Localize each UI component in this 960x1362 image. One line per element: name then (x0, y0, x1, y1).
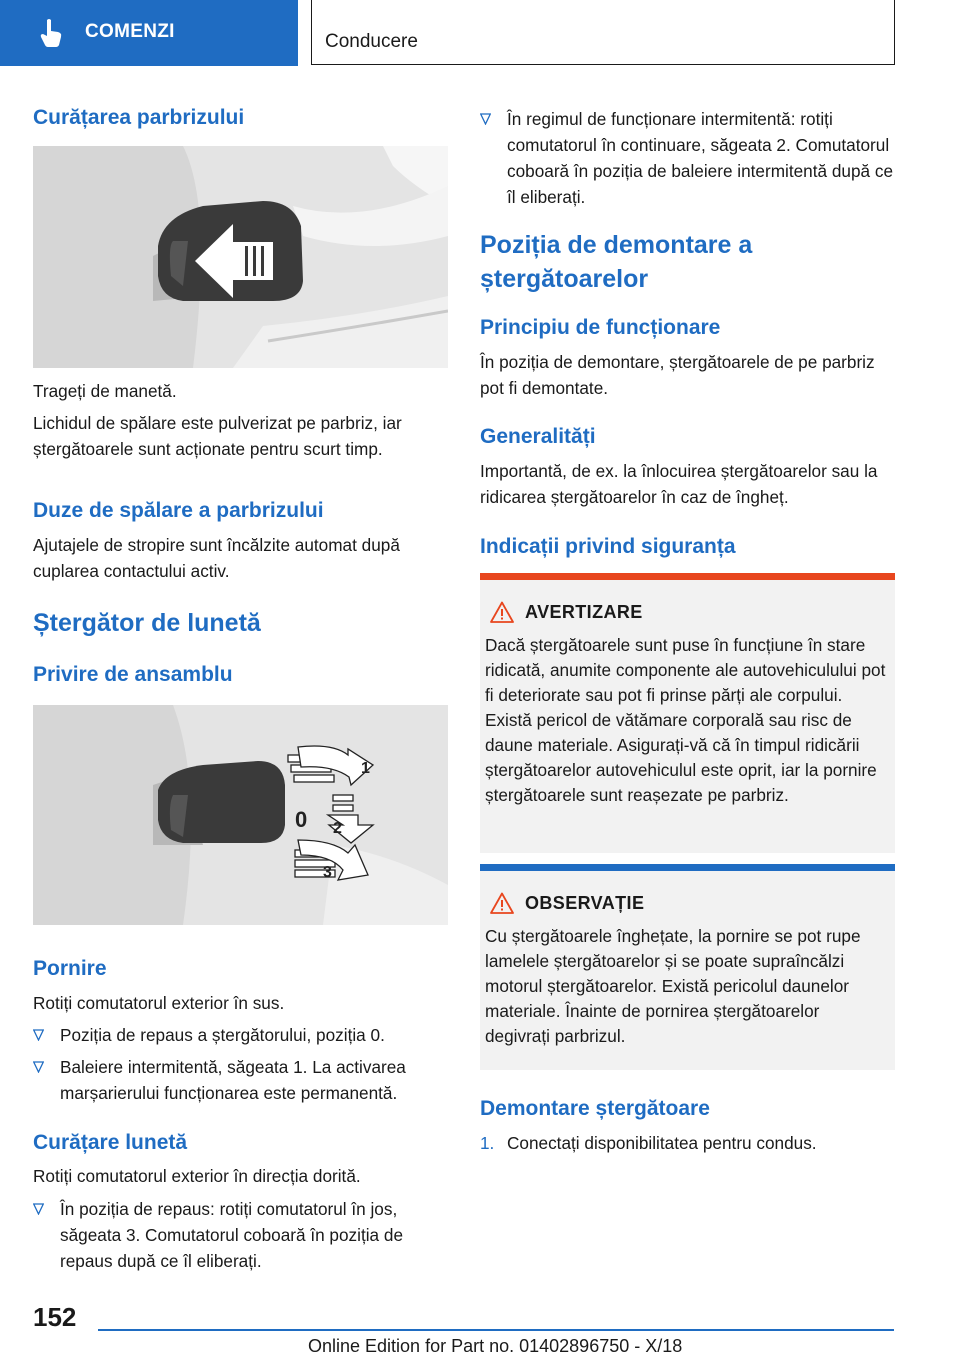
list-item (33, 1196, 448, 1274)
footer-divider (98, 1329, 894, 1331)
hand-pointer-icon (38, 18, 64, 48)
triangle-bullet-icon (480, 113, 491, 125)
heading-curatare-parbriz: Curățarea parbrizului (33, 106, 245, 129)
list-item (480, 1130, 895, 1156)
list-item (480, 106, 895, 210)
heading-curatare-luneta: Curățare lunetă (33, 1131, 188, 1154)
warning-bar (480, 573, 895, 580)
step-number: 1. (480, 1133, 495, 1153)
list-item (33, 1022, 448, 1048)
heading-demontare: Demontare ștergătoare (480, 1097, 710, 1120)
page-header (0, 0, 960, 66)
heading-pozitia-demontare: Poziția de demontare a ștergătoarelor (480, 231, 753, 293)
heading-principiu: Principiu de funcționare (480, 316, 721, 339)
warning-text: Dacă ștergătoarele sunt puse în funcțiune în stare ridicată, anumite componente ale autovehiculului pot fi deteriorate sau pot fi prinse părți ale corpului. Există pericol de vătămare corporală sau risc de daune materiale. Asigurați-vă că în timpul ridicării ștergătoarelor autovehiculul este oprit, iar la pornire ștergătoarele sunt reașezate pe parbriz. (485, 635, 886, 805)
warning-triangle-icon (490, 601, 514, 623)
arrow-label-1: 1 (361, 760, 370, 777)
text-trageti: Trageți de manetă. (33, 381, 177, 401)
heading-stergator-luneta: Ștergător de lunetă (33, 609, 261, 637)
text-generalitati: Importantă, de ex. la înlocuirea ștergătoarelor sau la ridicarea ștergătoarelor în caz de îngheț. (480, 461, 878, 507)
text-principiu: În poziția de demontare, ștergătoarele de pe parbriz pot fi demontate. (480, 352, 875, 398)
warning-title: AVERTIZARE (525, 602, 643, 622)
heading-generalitati: Generalități (480, 425, 596, 448)
arrow-label-3: 3 (323, 864, 332, 881)
heading-privire-ansamblu: Privire de ansamblu (33, 663, 233, 686)
bullet-text: Baleiere intermitentă, săgeata 1. La activarea marșarierului funcționarea este permanentă. (60, 1057, 406, 1103)
notice-triangle-icon (490, 892, 514, 914)
footer-edition: Online Edition for Part no. 01402896750 - X/18 (308, 1336, 683, 1356)
warning-box (480, 573, 895, 853)
notice-bar (480, 864, 895, 871)
notice-title: OBSERVAȚIE (525, 893, 645, 913)
text-rotiti-directie: Rotiți comutatorul exterior în direcția dorită. (33, 1166, 361, 1186)
list-item (33, 1054, 448, 1106)
tab-conducere[interactable] (311, 0, 895, 65)
text-ajutaje: Ajutajele de stropire sunt încălzite automat după cuplarea contactului activ. (33, 535, 400, 581)
text-lichid: Lichidul de spălare este pulverizat pe parbriz, iar ștergătoarele sunt acționate pentru scurt timp. (33, 413, 402, 459)
text-rotiti-sus: Rotiți comutatorul exterior în sus. (33, 993, 285, 1013)
tab-comenzi[interactable] (0, 0, 298, 66)
bullet-text: În regimul de funcționare intermitentă: rotiți comutatorul în continuare, săgeata 2. Comutatorul coboară în poziția de baleiere intermitentă după ce îl eliberați. (507, 109, 894, 207)
triangle-bullet-icon (33, 1203, 44, 1215)
triangle-bullet-icon (33, 1061, 44, 1073)
tab-conducere-label: Conducere (325, 31, 418, 52)
arrow-label-2: 2 (333, 820, 342, 837)
triangle-bullet-icon (33, 1029, 44, 1041)
heading-pornire: Pornire (33, 957, 107, 980)
heading-indicatii-siguranta: Indicații privind siguranța (480, 535, 736, 558)
page-number: 152 (33, 1302, 77, 1332)
rear-wiper-illustration (33, 705, 448, 925)
bullet-text: În poziția de repaus: rotiți comutatorul în jos, săgeata 3. Comutatorul coboară în poziția de repaus după ce îl eliberați. (60, 1199, 404, 1271)
heading-duze: Duze de spălare a parbrizului (33, 499, 324, 522)
bullet-text: Poziția de repaus a ștergătorului, poziția 0. (60, 1025, 385, 1045)
step-text: Conectați disponibilitatea pentru condus. (507, 1133, 817, 1153)
notice-text: Cu ștergătoarele înghețate, la pornire se pot rupe lamelele ștergătoarelor și se poate supraîncălzi motorul ștergătoarelor. Există pericolul daunelor materiale. Înainte de pornirea ștergătoarelor degivrați parbrizul. (485, 926, 861, 1046)
notice-box (480, 864, 895, 1070)
lever-pull-illustration (33, 146, 448, 368)
position-label-0: 0 (295, 807, 308, 832)
tab-comenzi-label: COMENZI (85, 21, 175, 42)
